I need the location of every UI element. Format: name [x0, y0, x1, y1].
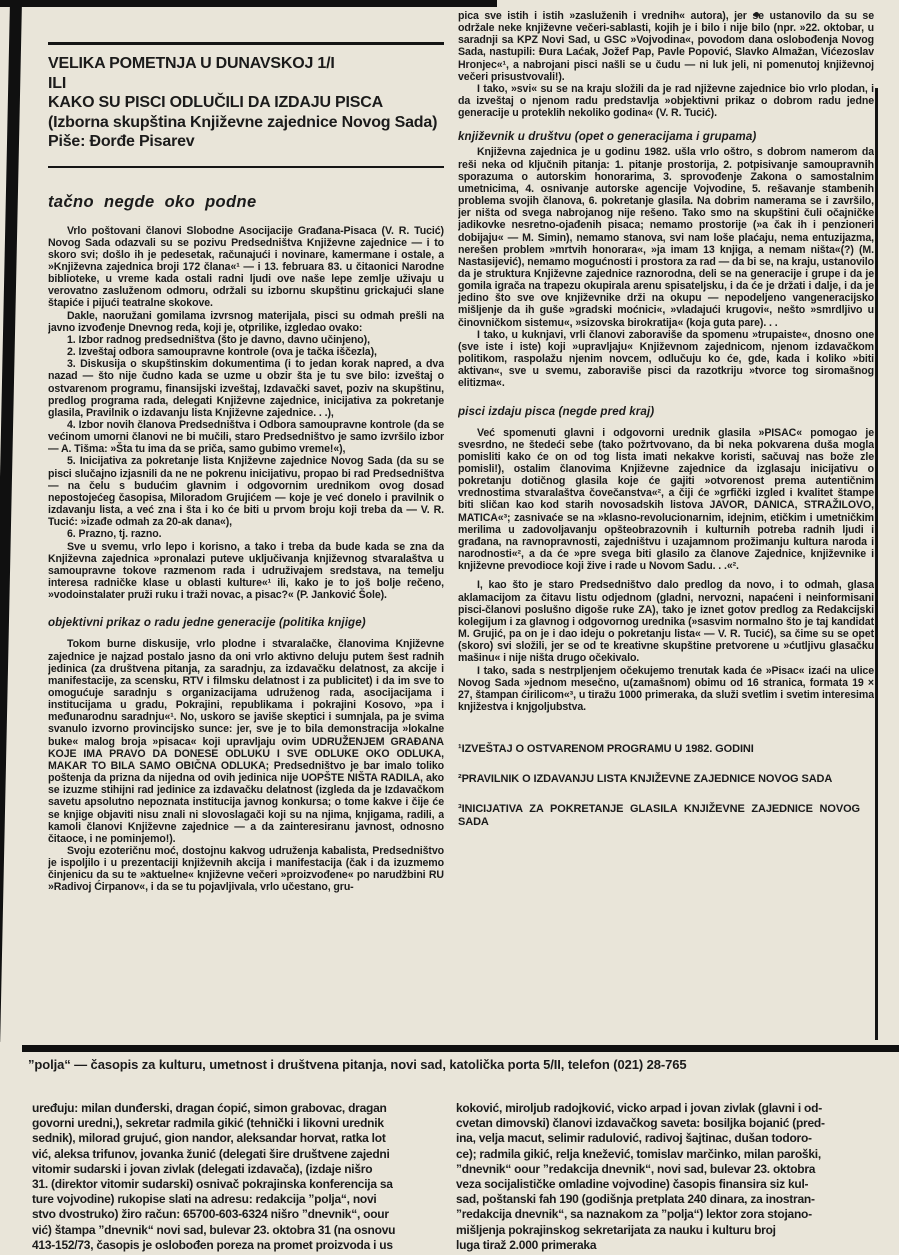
- paragraph: Sve u svemu, vrlo lepo i korisno, a tako i treba da bude kada se zna da Književna zajednica »pronalazi puteve uključivanja književnog stvaralaštva u samoupravne tokove razmenom rada i udruživajem sredstava, na temelju interesa radničke klase u oblasti kulture«¹ ili, kako je to još bolje rečeno, »vodoinstalater pruži ruku i traži novac, a pisac?« (P. Janković Šole).: [48, 540, 444, 602]
- editorial-line: ture vojvodine) rukopise slati na adresu: redakcija ”polja“, novi: [32, 1192, 377, 1207]
- article-title-line2: ILI: [48, 74, 67, 92]
- editorial-line: stvo dvostruko) žiro račun: 65700-603-6324 nišro ”dnevnik“, oour: [32, 1207, 389, 1222]
- paragraph: Već spomenuti glavni i odgovorni urednik glasila »PISAC« pomogao je svesrdno, ne štedeći sebe (tako požrtvovano, da bi neka pokvarena duša mogla pomisliti kako će on od tog lista imati nekakve koristi, sačuvaj nas bože zle pomisli!), ostalim članovima Književne zajednice da izglasaju inicijativu o pokretanju dotičnog glasila koje će gajiti »otvorenost prema autentičnim vrednostima stvaralaštva čovečanstva«², a čiji će »grfički izgled i kvalitet štampe biti sličan kao kod starih novosadskih listova JAVOR, DANICA, STRAŽILOVO, MATICA«³; zasnivaće se na »klasno-revolucionarnim, idejnim, etičkim i umetničkim merilima u zadovoljavanju opšteobrazovnih i kulturnih potreba radnih ljudi i građana, na ravnopravnosti, zajedništvu i uzajamnom prožimanju kultura naroda i narodnosti«², a da će »pre svega biti glasilo za članove Zajednice, književnike i književne prevodioce koji žive i rade u Novom Sadu. . .«².: [458, 426, 874, 573]
- paragraph: Književna zajednica je u godinu 1982. ušla vrlo oštro, s dobrom namerom da reši neka od ključnih pitanja: 1. pitanje prostorija, 2. potpisivanje samoupravnih sporazuma o autorskim honorarima, 3. sprovođenje Zakona o samostalnim umetnicima, 4. osnivanje autorske agencije Vojvodine, 5. rešavanje stambenih problema svojih članova, 6. pokretanje glasila. Na dobrim namerama se i završilo, jer ništa od svega nabrojanog nije rešeno. Tako smo na skupštini čuli očajničke jadikovke nesretno-ojađenih pisaca; nemamo prostorije (»a čak ih i penzioneri dobijaju« — M. Simin), nemamo stanova, svi nam loše plaćaju, nema entuzijazma, nerešen problem »mrtvih honorara«, »ja imam 13 knjiga, a nemam ništa«(?) (M. Nastasijević), nemamo mogućnosti i prostora za rad — da bi se, na kraju, ustanovilo da je struktura Književne zajednice raznorodna, deli se na generacije i grupe i da je gomila igrača na trapezu okupirala arenu spisateljsku, i da će je držati i dalje, i da je jedino što sve ove književnike drži na okupu — nepodeljeno vangeneracijsko mišljenje da ih guše »gradski moćnici«, »vladajući krugovi«, nešto »smrdljivo u činovničkom sistemu«, »sizovska birokratija« (koja guta pare). . .: [458, 146, 874, 329]
- article-subtitle: (Izborna skupština Književne zajednice Novog Sada): [48, 113, 438, 131]
- list-item-5: 5. Inicijativa za pokretanje lista Književne zajednice Novog Sada (da su se pisci slučajno izjasnili da ne ne pokrenu inicijativu, propao bi rad Predsedništva — na čelu s budućim glavnim i odgovornim urednikom ovog dosad nepostojećeg časopisa, Miloradom Grujićem — koje je već donelo i pravilnik o izdavanju lista, a već zna i šta i ko će biti u prvom broju koji treba da — V. R. Tucić: »izađe odmah za 20-ak dana«),: [48, 455, 444, 529]
- section-heading-pisci-izdaju-pisca: pisci izdaju pisca (negde pred kraj): [458, 404, 655, 418]
- editorial-line: 413-152/73, časopis je oslobođen poreza na promet proizvoda i us: [32, 1237, 393, 1252]
- list-item-1: 1. Izbor radnog predsedništva (što je davno, davno učinjeno),: [67, 333, 370, 346]
- editorial-line: uređuju: milan dunđerski, dragan ćopić, simon grabovac, dragan: [32, 1101, 387, 1115]
- paragraph: I tako, sada s nestrpljenjem očekujemo trenutak kada će »Pisac« izaći na ulice Novog Sada »jednom mesečno, u(zamašnom) obimu od 16 stranica, formata 19 × 27, štampan ćirilicom«³, u tiražu 1000 primeraka, da služi svetlim i svetim interesima knjižestva i knjgoljubstva.: [458, 664, 874, 713]
- editorial-line: koković, miroljub radojković, vicko arpad i jovan zivlak (glavni i od-: [456, 1101, 822, 1115]
- paragraph: Svoju ezoteričnu moć, dostojnu kakvog udruženja kabalista, Predsedništvo je ispoljilo i u prezentaciji književnih akcija i manifestacija (čak i da izuzmemo činjenicu da su te »aktuelne« književne večeri »proizvođene« po narudžbini RU »Radivoj Ćirpanov«, i da se tu pojavljivala, vrlo učestano, gru-: [48, 845, 444, 894]
- masthead-line: ”polja“ — časopis za kulturu, umetnost i društvena pitanja, novi sad, katolička porta 5/II, telefon (021) 28-765: [28, 1057, 687, 1072]
- editorial-line: vić, aleksa trifunov, jovanka žunić (delegati šire društvene zajedni: [32, 1146, 390, 1161]
- paragraph: Vrlo poštovani članovi Slobodne Asocijacije Građana-Pisaca (V. R. Tucić) Novog Sada odazvali su se pozivu Predsedništva Književne zajednice — i to skoro svi; došlo ih je pedesetak, računajući i novinare, kamermane i ostale, a »Književna zajednica broji 172 člana«¹ — i 13. februara 83. u čitaonici Narodne biblioteke, u vreme kada ostali radni ljudi ove naše lepe zemlje uživaju u verovatno zasluženom odmoru, održali su izbornu skupštinu grickajući slane štapiće i pijući teatralne skokove.: [48, 224, 444, 310]
- article-title-line1: VELIKA POMETNJA U DUNAVSKOJ 1/I: [48, 55, 335, 72]
- editorial-line: ”dnevnik“ oour ”redakcija dnevnik“, novi sad, bulevar 23. oktobra: [456, 1161, 816, 1176]
- section-heading-objektivni-prikaz: objektivni prikaz o radu jedne generacije (politika knjige): [48, 616, 366, 630]
- footnote-2: ²PRAVILNIK O IZDAVANJU LISTA KNJIŽEVNE ZAJEDNICE NOVOG SADA: [458, 773, 833, 786]
- editorial-line: luga tiraž 2.000 primeraka: [456, 1237, 597, 1252]
- footnote-1: ¹IZVEŠTAJ O OSTVARENOM PROGRAMU U 1982. GODINI: [458, 743, 754, 756]
- editorial-line: sad, poštanski fah 190 (godišnja pretplata 240 dinara, za inostran-: [456, 1192, 815, 1207]
- editorial-line: vitomir sudarski i jovan zivlak (delegati izdavača), (izdaje nišro: [32, 1161, 373, 1176]
- footnotes-block: [458, 743, 874, 829]
- section-heading-knjizevnik-u-drustvu: književnik u društvu (opet o generacijama i grupama): [458, 130, 757, 144]
- editorial-line: veza socijalističke omladine vojvodine) časopis finansira siz kul-: [456, 1177, 809, 1192]
- section-divider-bar: [22, 1045, 899, 1052]
- scan-edge-left: [0, 0, 22, 1042]
- paragraph: Tokom burne diskusije, vrlo plodne i stvaralačke, članovima Književne zajednice je najzad postalo jasno da oni vrlo aktivno deluju putem šest radnih jedinica (za društvena pitanja, za saradnju, za izdavačku delatnost, za akcije i manifestacije, za scensku, RTV i filmsku delatnost i za publicitet) i da im sve to omogućuje saradnju s organizacijama udruženog rada, asocijacijama i institucijama u gradu, Pokrajini, republikama i pokrajini Kosovo, »pa i međunarodnu saradnju«¹. No, uskoro se javiše skeptici i sumnjala, pa je svima svanulo izvorno provincijsko sunce: jer, sve je to bila demonstracija »lokalne buke« malog broja »pisaca« koji upravljaju ovim UDRUŽENJEM GRAĐANA KOJE IMA PRAVO DA DONESE ODLUKU I SVE ODLUKE OKO ODLUKA, MAKAR TO BILA SAMO OBIČNA ODLUKA; Predsedništvo je bar imalo toliko poštenja da prizna da nijedna od ovih jedinica nije UOPŠTE NIŠTA RADILA, ako se izuzme stihijni rad jedinice za izdavačku delatnost (izgleda da je Izdavačkom savetu apsolutno nepoznata institucija javnog konkursa; o tome kakve i čije će se knjige objaviti nisu znali ni slovoslagači koji su na njima, knjigama, radili, a kamoli članovi Književne zajednice — a da zainteresiranu javnost, odnosno čitaoce, i ne pominjemo!).: [48, 638, 444, 845]
- editorial-line: ”redakcija dnevnik“, sa naznakom za ”polja“) lektor zora stojano-: [456, 1207, 812, 1222]
- list-item-2: 2. Izveštaj odbora samoupravne kontrole (ova je tačka iščezla),: [67, 346, 377, 359]
- editorial-column-left: [32, 1101, 454, 1253]
- editorial-line: cvetan dimovski) članovi izdavačkog saveta: bosiljka bojanić (pred-: [456, 1116, 825, 1131]
- paragraph: I tako, »svi« su se na kraju složili da je rad njiževne zajednice bio vrlo plodan, i da izveštaj o njenom radu predstavlja »objektivni prikaz o dobrom radu jedne generacije u proteklih nekoliko godina« (V. R. Tucić).: [458, 82, 874, 120]
- page-edge-right: [875, 88, 878, 1040]
- editorial-line: 31. (direktor vitomir sudarski) osnivač pokrajinska konferencija sa: [32, 1177, 393, 1192]
- paragraph-continuation: pica sve istih i istih »zasluženih i vrednih« autora), jer se ustanovilo da su se održale neke književne večeri-sablasti, kojih je i bilo i nije bilo (npr. »22. oktobar, u saradnji sa KPZ Novi Sad, u GSC »Vojvodina«, povodom dana oslobođenja Novog Sada, nastupili: Đura Laćak, Jožef Pap, Pavle Popović, Slavko Almažan, Vićezoslav Hronjec«¹, a nabrojani pisci našli se u čudu — ni luk jeli, ni pomenutoj književnoj večeri prisustvovali!).: [458, 10, 874, 83]
- editorial-line: govorni uredni,), sekretar radmila gikić (tehnički i likovni urednik: [32, 1116, 384, 1131]
- list-item-6: 6. Prazno, tj. razno.: [67, 528, 162, 541]
- paragraph: I tako, u kuknjavi, vrli članovi zaboraviše da spomenu »trupaiste«, dnosno one (sve iste i iste) koji »upravljaju« Književnom zajednicom, njenom izdavačkom politikom, raspolažu njenim novcem, odlučuju ko će, gde, kada i koliko »biti aktivan«, sve u svemu, zaboraviše pisci da razotkriju »tvorce tog siromašnog elitizma«.: [458, 328, 874, 390]
- editorial-line: ina, velja macut, selimir radulović, radivoj šajtinac, dušan todoro-: [456, 1131, 812, 1146]
- section-heading-tacno-negde: tačno negde oko podne: [48, 192, 257, 211]
- article-byline: Piše: Đorđe Pisarev: [48, 133, 195, 150]
- paragraph: I, kao što je staro Predsedništvo dalo predlog da novo, i to odmah, glasa aklamacijom za čitavu listu odjednom (gladni, nervozni, napaćeni i neinformisani pisci-članovi poslušno digoše ruke ZA), tako je iznet gotov predlog za Redakcijski kolegijum i za glavnog i odgovornog urednika (»sasvim normalno što je taj kandidat M. Grujić, pa on je i dao ideju o pokretanju lista« — V. R. Tucić), sa čime su se opet (skoro) svi složili, jer se od te kreativne skupštine pretvorene u »ćutljivu glasačku mašinu« i nije ništa drugo očekivalo.: [458, 579, 874, 665]
- list-item-3: 3. Diskusija o skupštinskim dokumentima (i to jedan korak napred, a dva nazad — što nije čudno kada se uzme u obzir šta je tu sve bilo: izveštaj o ostvarenom programu, finansijski izveštaj, Izdavački savet, poziv na skupštinu, predlog programa rada, delegati Književne zajednice, inicijativa za pokretanje glasila, Pravilnik o izdavanju lista Književne zajednice. . .),: [48, 358, 444, 419]
- editorial-line: mišljenja pokrajinskog sekretarijata za nauku i kulturu broj: [456, 1222, 776, 1237]
- editorial-column-right: [456, 1101, 899, 1253]
- article-header: [48, 42, 444, 168]
- editorial-line: ce); radmila gikić, relja knežević, tomislav marčinko, milan paroški,: [456, 1146, 821, 1161]
- editorial-line: sednik), milorad grujuć, gion nandor, aleksandar horvat, ratka lot: [32, 1131, 386, 1146]
- editorial-line: vić) štampa ”dnevnik“ novi sad, bulevar 23. oktobra 31 (na osnovu: [32, 1222, 396, 1237]
- left-column: [48, 42, 444, 894]
- article-title-line3: KAKO SU PISCI ODLUČILI DA IZDAJU PISCA: [48, 94, 383, 111]
- right-column: [458, 10, 874, 846]
- footnote-3: ³INICIJATIVA ZA POKRETANJE GLASILA KNJIŽEVNE ZAJEDNICE NOVOG SADA: [458, 803, 860, 829]
- paragraph: Dakle, naoružani gomilama izvrsnog materijala, pisci su odmah prešli na javno izvođenje Dnevnog reda, koji je, otprilike, izgledao ovako:: [48, 309, 444, 334]
- scan-edge-top: [0, 0, 497, 7]
- list-item-4: 4. Izbor novih članova Predsedništva i Odbora samoupravne kontrole (da se većinom umorni članovi ne bi mučili, staro Predsedništvo je samo izvršilo izbor — A. Tišma: »Šta tu ima da se priča, samo gubimo vreme!«),: [48, 419, 444, 456]
